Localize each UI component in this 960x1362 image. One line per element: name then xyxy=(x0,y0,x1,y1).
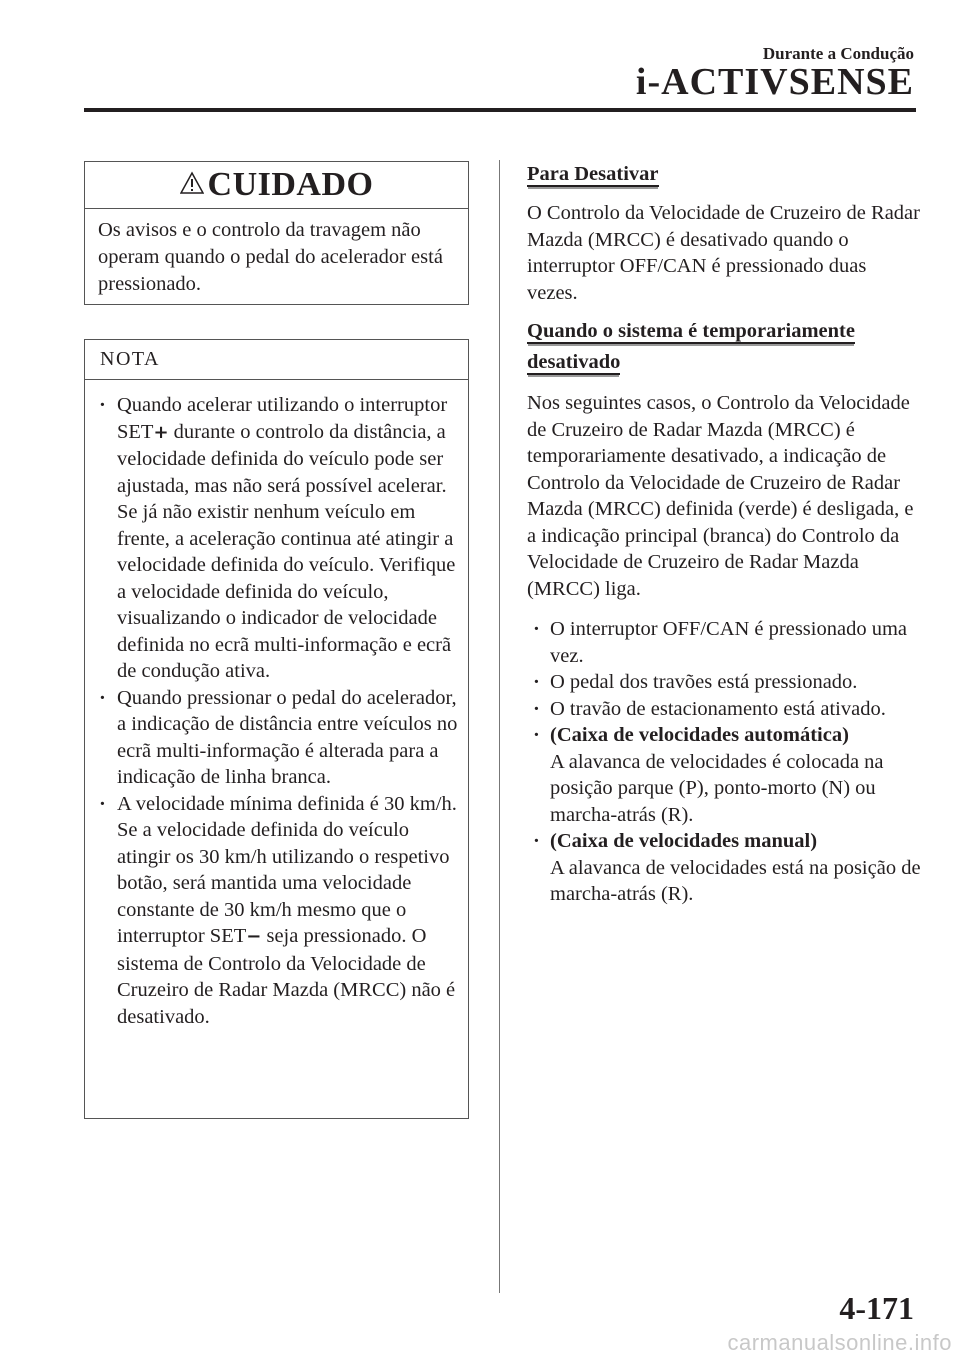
note-item xyxy=(85,392,460,685)
watermark: carmanualsonline.info xyxy=(727,1330,952,1355)
note-item xyxy=(85,685,460,791)
temporary-heading-line1: Quando o sistema é temporariamente xyxy=(527,320,855,342)
header-section-title: Durante a Condução xyxy=(762,44,914,63)
caution-header xyxy=(85,162,468,209)
list-item xyxy=(527,669,922,696)
list-item-text: A alavanca de velocidades está na posição de marcha-atrás (R). xyxy=(550,856,921,905)
deactivate-text: O Controlo da Velocidade de Cruzeiro de Radar Mazda (MRCC) é desativado quando o interruptor OFF/CAN é pressionado duas vezes. xyxy=(527,202,920,304)
caution-box xyxy=(84,161,469,305)
note-item xyxy=(85,791,460,1031)
note-item-text: Quando pressionar o pedal do acelerador, a indicação de distância entre veículos no ecrã multi-informação é alterada para a indicação de linha branca. xyxy=(117,686,458,788)
list-item-text: O interruptor OFF/CAN é pressionado uma vez. xyxy=(550,618,907,667)
header-rule xyxy=(84,108,916,112)
plus-symbol-icon: + xyxy=(153,421,169,443)
temporary-text: Nos seguintes casos, o Controlo da Velocidade de Cruzeiro de Radar Mazda (MRCC) é temporariamente desativado, a indicação de Controlo da Velocidade de Cruzeiro de Radar Mazda (MRCC) definida (verde) é desligada, e a indicação principal (branca) do Controlo da Velocidade de Cruzeiro de Radar Mazda (MRCC) liga. xyxy=(527,392,914,600)
list-item-text: O travão de estacionamento está ativado. xyxy=(550,697,886,720)
note-item-text: A velocidade mínima definida é 30 km/h. Se a velocidade definida do veículo atingir os 30 km/h utilizando o respetivo botão, será mantida uma velocidade constante de 30 km/h mesmo que o interruptor SET xyxy=(117,792,457,947)
right-column xyxy=(527,161,922,908)
list-item-text: O pedal dos travões está pressionado. xyxy=(550,671,858,693)
temporary-heading-line2: desativado xyxy=(527,351,621,373)
list-item xyxy=(527,722,922,828)
caution-title: CUIDADO xyxy=(207,166,374,203)
minus-symbol-icon: − xyxy=(246,926,262,947)
deactivate-heading: Para Desativar xyxy=(527,163,659,185)
warning-triangle-icon xyxy=(180,171,204,200)
list-item-text: A alavanca de velocidades é colocada na posição parque (P), ponto-morto (N) ou marcha-atrás (R). xyxy=(550,750,884,826)
caution-text: Os avisos e o controlo da travagem não operam quando o pedal do acelerador está pressionado. xyxy=(98,219,443,295)
note-item-text: seja pressionado. O sistema de Controlo da Velocidade de Cruzeiro de Radar Mazda (MRCC) não é desativado. xyxy=(117,925,456,1028)
note-item-text: Quando acelerar utilizando o interruptor SET xyxy=(117,394,448,443)
note-title: NOTA xyxy=(85,340,468,380)
header-chapter-title: i-ACTIVSENSE xyxy=(635,61,914,103)
column-divider xyxy=(499,160,500,1293)
list-item xyxy=(527,696,922,723)
note-list xyxy=(85,380,468,1030)
list-item-bold: (Caixa de velocidades manual) xyxy=(550,830,818,852)
note-item-text: durante o controlo da distância, a velocidade definida do veículo pode ser ajustada, mas não será possível acelerar. Se já não existir nenhum veículo em frente, a aceleração continua até atingir a velocidade definida do veículo. Verifique a velocidade definida do veículo, visualizando o indicador de velocidade definida no ecrã multi-informação e ecrã de condução ativa. xyxy=(117,420,456,682)
list-item xyxy=(527,828,922,908)
page-number: 4-171 xyxy=(839,1290,914,1326)
note-box xyxy=(84,339,469,1119)
list-item xyxy=(527,616,922,669)
list-item-bold: (Caixa de velocidades automática) xyxy=(550,724,849,746)
temporary-list xyxy=(527,616,922,908)
